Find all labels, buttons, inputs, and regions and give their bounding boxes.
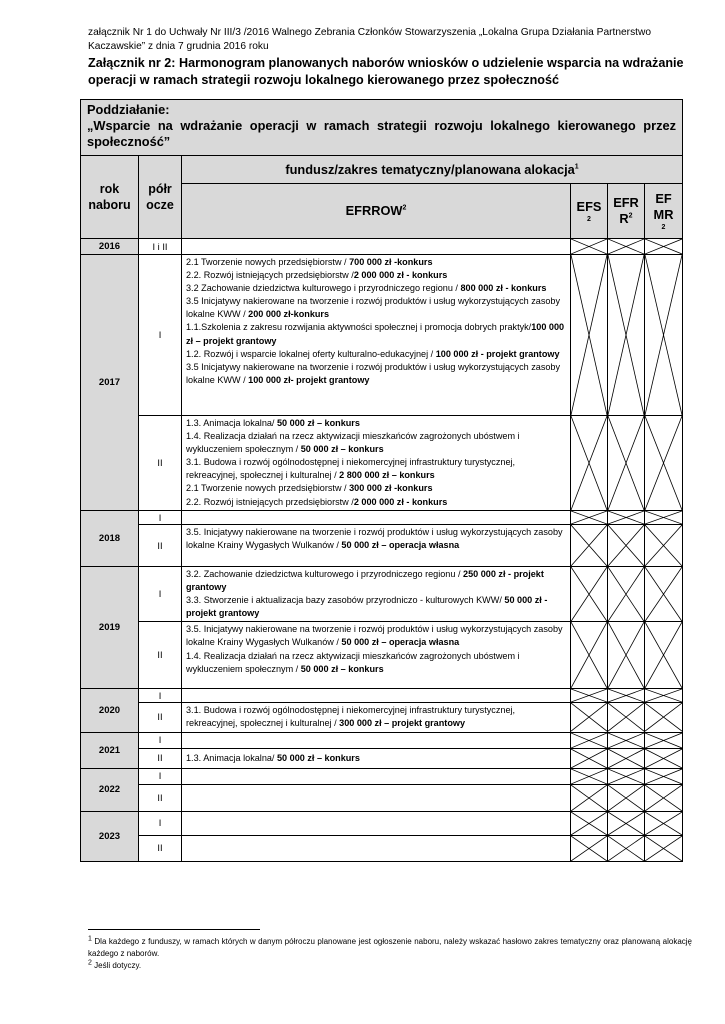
entry-amount: 50 000 zł – konkurs [300, 444, 384, 455]
entry [186, 704, 567, 730]
row-2021-I [81, 732, 683, 748]
entry-text: 2.1 Tworzenie nowych przedsiębiorstw / [186, 257, 350, 267]
empty-cell [182, 784, 571, 811]
empty-cell [182, 768, 571, 784]
cross-mark [571, 567, 607, 621]
year-cell: 2016 [81, 239, 139, 255]
header-efrr-sup: 2 [628, 212, 633, 220]
entry-text: 2.2. Rozwój istniejących przedsiębiorstw / [186, 496, 354, 507]
crossed-cell [608, 768, 645, 784]
crossed-cell [571, 416, 608, 511]
crossed-cell [608, 689, 645, 703]
header-efs [571, 184, 608, 239]
header-efmr-sup: 2 [661, 223, 666, 231]
half-cell: I [139, 255, 182, 416]
content-cell [182, 416, 571, 511]
crossed-cell [571, 768, 608, 784]
half-cell: I [139, 511, 182, 525]
schedule-table [80, 99, 683, 862]
crossed-cell [645, 255, 683, 416]
crossed-cell [645, 689, 683, 703]
entry-amount: 50 000 zł – operacja własna [341, 637, 460, 648]
cross-mark [608, 416, 644, 510]
entry [186, 623, 567, 649]
header-efrrow-text: EFRROW [345, 203, 403, 218]
empty-cell [182, 835, 571, 861]
entry [186, 269, 567, 282]
cross-mark [645, 255, 682, 415]
entry-amount: 50 000 zł – konkurs [277, 752, 360, 763]
year-cell: 2023 [81, 811, 139, 861]
header-row-1 [81, 156, 683, 184]
footnote-ref-1: 1 [574, 163, 579, 171]
cross-mark [608, 812, 644, 835]
header-efrr [608, 184, 645, 239]
cross-mark [608, 239, 644, 254]
podzialanie-label: Poddziałanie: [87, 102, 170, 117]
cross-mark [571, 749, 607, 768]
year-cell: 2019 [81, 567, 139, 689]
entry-text: 1.3. Animacja lokalna/ [186, 418, 277, 428]
cross-mark [571, 785, 607, 811]
crossed-cell [645, 732, 683, 748]
cross-mark [571, 769, 607, 784]
crossed-cell [608, 622, 645, 689]
row-2017-II [81, 416, 683, 511]
content-cell [182, 525, 571, 567]
header-fundusz [182, 156, 683, 184]
crossed-cell [608, 416, 645, 511]
footnote-2-mark: 2 [88, 959, 92, 967]
row-2017-I [81, 255, 683, 416]
entry-text: 1.2. Rozwój i wsparcie lokalnej oferty kulturalno-edukacyjnej / [186, 348, 436, 359]
footnotes [88, 936, 692, 972]
entry [186, 526, 567, 552]
row-2020-I [81, 689, 683, 703]
half-cell: II [139, 748, 182, 768]
cross-mark [645, 511, 682, 524]
crossed-cell [645, 567, 683, 622]
header-efs-sup: 2 [587, 215, 591, 223]
footnote-1 [88, 936, 692, 960]
entry-amount: 200 000 zł-konkurs [248, 309, 330, 320]
half-cell: II [139, 784, 182, 811]
document-header: załącznik Nr 1 do Uchwały Nr III/3 /2016 Walnego Zebrania Członków Stowarzyszenia „Lokalna Grupa Działania Partnerstwo Kaczawskie” z dnia 7 grudnia 2016 roku [88, 27, 652, 52]
crossed-cell [571, 835, 608, 861]
entry-text: 1.4. Realizacja działań na rzecz aktywizacji mieszkańców zagrożonych ubóstwem i wykluczeniem społecznym / [186, 650, 520, 674]
entry [186, 295, 567, 321]
cross-mark [645, 622, 682, 688]
entry-amount: 700 000 zł -konkurs [349, 257, 433, 267]
cross-mark [571, 733, 607, 748]
entry-amount: 50 000 zł – operacja własna [341, 540, 460, 551]
entry-text: 1.3. Animacja lokalna/ [186, 752, 277, 763]
cross-mark [645, 416, 682, 510]
crossed-cell [571, 784, 608, 811]
cross-mark [645, 733, 682, 748]
crossed-cell [571, 511, 608, 525]
crossed-cell [608, 239, 645, 255]
empty-cell [182, 239, 571, 255]
entry-text: 3.5 Inicjatywy nakierowane na tworzenie i rozwój produktów i usług wykorzystujących zasoby lokalne KWW / [186, 296, 561, 320]
crossed-cell [571, 239, 608, 255]
crossed-cell [608, 784, 645, 811]
half-cell: II [139, 622, 182, 689]
row-2016 [81, 239, 683, 255]
crossed-cell [645, 835, 683, 861]
crossed-cell [608, 567, 645, 622]
cross-mark [571, 511, 607, 524]
cross-mark [608, 733, 644, 748]
crossed-cell [571, 748, 608, 768]
entry-amount: 100 000 zł – projekt grantowy [186, 322, 565, 346]
crossed-cell [571, 525, 608, 567]
row-2019-II [81, 622, 683, 689]
year-cell: 2020 [81, 689, 139, 732]
year-cell: 2018 [81, 511, 139, 567]
crossed-cell [645, 784, 683, 811]
entry-text: 3.1. Budowa i rozwój ogólnodostępnej i niekomercyjnej infrastruktury turystycznej, rekreacyjnej, społecznej i kulturalnej / [186, 457, 516, 481]
crossed-cell [571, 811, 608, 835]
cross-mark [645, 525, 682, 566]
cross-mark [571, 622, 607, 688]
footnote-ref-2: 2 [402, 204, 407, 212]
year-cell: 2022 [81, 768, 139, 811]
crossed-cell [608, 811, 645, 835]
entry-text: 2.1 Tworzenie nowych przedsiębiorstw / [186, 483, 350, 494]
entry-amount: 300 000 zł -konkurs [349, 483, 433, 494]
half-cell: I i II [139, 239, 182, 255]
crossed-cell [645, 525, 683, 567]
header-efmr [645, 184, 683, 239]
footnote-2-text: Jeśli dotyczy. [91, 961, 142, 970]
footnote-2 [88, 960, 692, 972]
content-cell [182, 622, 571, 689]
cross-mark [608, 749, 644, 768]
entry-amount: 100 000 zł- projekt grantowy [248, 374, 370, 385]
crossed-cell [608, 703, 645, 732]
header-efs-text: EFS [576, 198, 602, 214]
entry-text: 2.2. Rozwój istniejących przedsiębiorstw / [186, 270, 354, 281]
crossed-cell [645, 239, 683, 255]
cross-mark [571, 239, 607, 254]
cross-mark [608, 525, 644, 566]
crossed-cell [571, 732, 608, 748]
content-cell [182, 748, 571, 768]
cross-mark [608, 567, 644, 621]
crossed-cell [608, 748, 645, 768]
entry [186, 282, 567, 295]
cross-mark [645, 239, 682, 254]
crossed-cell [645, 622, 683, 689]
podzialanie-row [81, 100, 683, 156]
cross-mark [571, 525, 607, 566]
entry-amount: 2 000 000 zł - konkurs [353, 270, 448, 281]
cross-mark [645, 749, 682, 768]
entry [186, 594, 567, 620]
row-2021-II [81, 748, 683, 768]
half-cell: I [139, 732, 182, 748]
header-rok: rok naboru [81, 156, 139, 239]
content-cell [182, 703, 571, 732]
cross-mark [571, 812, 607, 835]
row-2018-II [81, 525, 683, 567]
half-cell: I [139, 811, 182, 835]
footnote-1-text: Dla każdego z funduszy, w ramach których w danym półroczu planowane jest ogłoszenie naboru, należy wskazać hasłowo zakres tematyczny oraz planowaną alokację każdego z naborów. [88, 937, 692, 958]
cross-mark [608, 836, 644, 861]
footnote-1-mark: 1 [88, 935, 92, 943]
entry [186, 482, 567, 495]
entry [186, 361, 567, 387]
entry-amount: 800 000 zł - konkurs [460, 283, 547, 294]
entry [186, 752, 567, 765]
row-2019-I [81, 567, 683, 622]
footnote-divider [88, 929, 260, 930]
half-cell: II [139, 703, 182, 732]
header-efmr-text: EF MR [653, 190, 674, 222]
cross-mark [608, 689, 644, 702]
entry [186, 430, 567, 456]
cross-mark [645, 689, 682, 702]
cross-mark [571, 255, 607, 415]
empty-cell [182, 689, 571, 703]
crossed-cell [608, 511, 645, 525]
year-cell: 2017 [81, 255, 139, 511]
half-cell: I [139, 768, 182, 784]
cross-mark [608, 785, 644, 811]
entry [186, 348, 567, 361]
podzialanie-text: „Wsparcie na wdrażanie operacji w ramach strategii rozwoju lokalnego kierowanego przez społeczność” [87, 118, 677, 149]
entry-amount: 2 000 000 zł - konkurs [353, 496, 448, 507]
cross-mark [645, 785, 682, 811]
entry-text: 3.2 Zachowanie dziedzictwa kulturowego i przyrodniczego regionu / [186, 283, 461, 294]
crossed-cell [571, 622, 608, 689]
header-efrr-text: EFR R [613, 195, 639, 226]
row-2023-II [81, 835, 683, 861]
cross-mark [608, 769, 644, 784]
podzialanie-cell [81, 100, 683, 156]
row-2023-I [81, 811, 683, 835]
entry-amount: 50 000 zł – konkurs [300, 663, 384, 674]
crossed-cell [571, 567, 608, 622]
content-cell [182, 567, 571, 622]
entry [186, 650, 567, 676]
content-cell [182, 255, 571, 416]
crossed-cell [645, 416, 683, 511]
cross-mark [645, 836, 682, 861]
crossed-cell [608, 255, 645, 416]
year-cell: 2021 [81, 732, 139, 768]
page-title: Załącznik nr 2: Harmonogram planowanych naborów wniosków o udzielenie wsparcia na wdrażanie operacji w ramach strategii rozwoju lokalnego kierowanego przez społeczność [88, 56, 684, 87]
entry [186, 496, 567, 509]
entry [186, 256, 567, 269]
entry-amount: 100 000 zł - projekt grantowy [435, 348, 560, 359]
cross-mark [608, 703, 644, 731]
cross-mark [571, 703, 607, 731]
entry-amount: 300 000 zł – projekt grantowy [339, 718, 466, 729]
cross-mark [645, 567, 682, 621]
crossed-cell [645, 703, 683, 732]
entry [186, 568, 567, 594]
crossed-cell [645, 811, 683, 835]
crossed-cell [608, 525, 645, 567]
entry-text: 3.3. Stworzenie i aktualizacja bazy zasobów przyrodniczo - kulturowych KWW/ [186, 595, 505, 606]
crossed-cell [645, 511, 683, 525]
entry [186, 417, 567, 430]
empty-cell [182, 811, 571, 835]
row-2018-I [81, 511, 683, 525]
entry-amount: 50 000 zł – konkurs [277, 418, 360, 428]
entry-amount: 2 800 000 zł – konkurs [339, 470, 435, 481]
entry-text: 3.5. Inicjatywy nakierowane na tworzenie i rozwój produktów i usług wykorzystujących zasoby lokalne Krainy Wygasłych Wulkanów / [186, 624, 563, 648]
half-cell: II [139, 525, 182, 567]
crossed-cell [571, 689, 608, 703]
row-2020-II [81, 703, 683, 732]
entry-text: 3.5. Inicjatywy nakierowane na tworzenie i rozwój produktów i usług wykorzystujących zasoby lokalne Krainy Wygasłych Wulkanów / [186, 527, 563, 551]
half-cell: II [139, 416, 182, 511]
header-efrrow [182, 184, 571, 239]
crossed-cell [608, 835, 645, 861]
cross-mark [608, 255, 644, 415]
entry-amount: 50 000 zł - projekt grantowy [186, 595, 548, 619]
header-fundusz-text: fundusz/zakres tematyczny/planowana alokacja [285, 161, 575, 177]
crossed-cell [571, 255, 608, 416]
cross-mark [608, 511, 644, 524]
entry-text: 3.5 Inicjatywy nakierowane na tworzenie i rozwój produktów i usług wykorzystujących zasoby lokalne KWW / [186, 361, 561, 385]
cross-mark [645, 703, 682, 731]
cross-mark [571, 416, 607, 510]
cross-mark [645, 812, 682, 835]
entry-amount: 250 000 zł - projekt grantowy [186, 569, 544, 593]
empty-cell [182, 732, 571, 748]
cross-mark [571, 689, 607, 702]
row-2022-II [81, 784, 683, 811]
entry-text: 1.4. Realizacja działań na rzecz aktywizacji mieszkańców zagrożonych ubóstwem i wykluczeniem społecznym / [186, 431, 520, 455]
row-2022-I [81, 768, 683, 784]
entry-text: 3.2. Zachowanie dziedzictwa kulturowego i przyrodniczego regionu / [186, 569, 464, 579]
half-cell: I [139, 689, 182, 703]
half-cell: I [139, 567, 182, 622]
cross-mark [571, 836, 607, 861]
entry [186, 456, 567, 482]
entry-text: 3.1. Budowa i rozwój ogólnodostępnej i niekomercyjnej infrastruktury turystycznej, rekreacyjnej, społecznej i kulturalnej / [186, 705, 516, 729]
entry-text: 1.1.Szkolenia z zakresu rozwijania aktywności społecznej i promocja dobrych praktyk/ [186, 322, 532, 333]
half-cell: II [139, 835, 182, 861]
cross-mark [645, 769, 682, 784]
entry [186, 321, 567, 347]
crossed-cell [645, 748, 683, 768]
crossed-cell [608, 732, 645, 748]
empty-cell [182, 511, 571, 525]
crossed-cell [571, 703, 608, 732]
crossed-cell [645, 768, 683, 784]
header-polrocze: półr ocze [139, 156, 182, 239]
cross-mark [608, 622, 644, 688]
